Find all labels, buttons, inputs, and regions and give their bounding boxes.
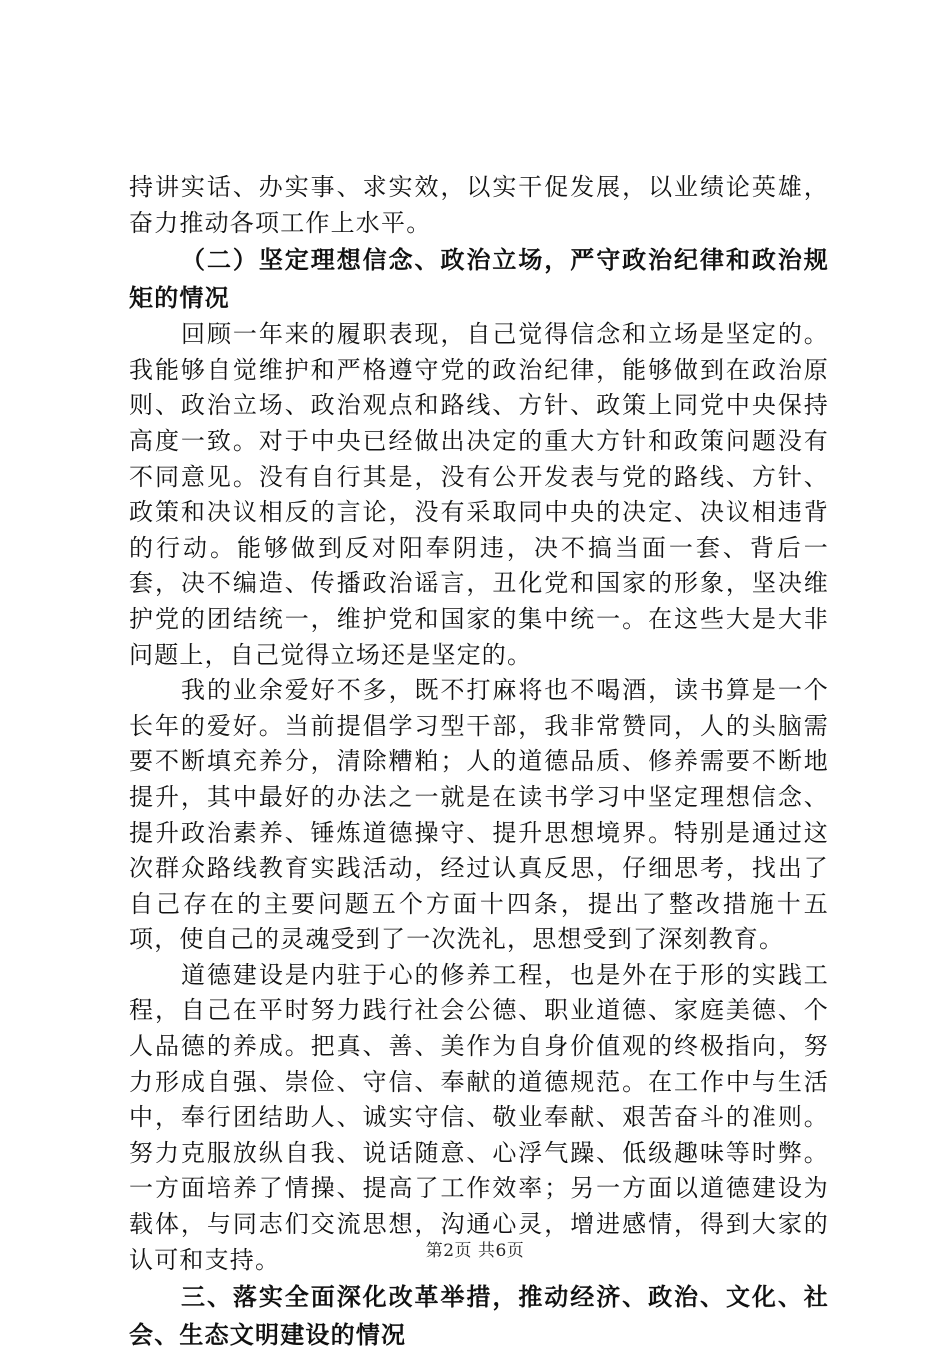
- document-body: [129, 170, 829, 1354]
- section-heading-3: 三、落实全面深化改革举措，推动经济、政治、文化、社会、生态文明建设的情况: [129, 1283, 829, 1350]
- paragraph-continuation: 持讲实话、办实事、求实效，以实干促发展，以业绩论英雄，奋力推动各项工作上水平。: [129, 173, 829, 237]
- paragraph-moral-construction: 道德建设是内驻于心的修养工程，也是外在于形的实践工程，自己在平时努力践行社会公德、职业道德、家庭美德、个人品德的养成。把真、善、美作为自身价值观的终极指向，努力形成自强、崇俭、守信、奉献的道德规范。在工作中与生活中，奉行团结助人、诚实守信、敬业奉献、艰苦奋斗的准则。努力克服放纵自我、说话随意、心浮气躁、低级趣味等时弊。一方面培养了情操、提高了工作效率；另一方面以道德建设为载体，与同志们交流思想，沟通心灵，增进感情，得到大家的认可和支持。: [129, 960, 829, 1274]
- page-footer: 第2页 共6页: [425, 1241, 525, 1261]
- paragraph-reading-hobby: 我的业余爱好不多，既不打麻将也不喝酒，读书算是一个长年的爱好。当前提倡学习型干部，我非常赞同，人的头脑需要不断填充养分，清除糟粕；人的道德品质、修养需要不断地提升，其中最好的办法之一就是在读书学习中坚定理想信念、提升政治素养、锤炼道德操守、提升思想境界。特别是通过这次群众路线教育实践活动，经过认真反思，仔细思考，找出了自己存在的主要问题五个方面十四条，提出了整改措施十五项，使自己的灵魂受到了一次洗礼，思想受到了深刻教育。: [129, 676, 829, 954]
- section-heading-2: （二）坚定理想信念、政治立场，严守政治纪律和政治规矩的情况: [129, 246, 829, 313]
- paragraph-political-stance: 回顾一年来的履职表现，自己觉得信念和立场是坚定的。我能够自觉维护和严格遵守党的政治纪律，能够做到在政治原则、政治立场、政治观点和路线、方针、政策上同党中央保持高度一致。对于中央已经做出决定的重大方针和政策问题没有不同意见。没有自行其是，没有公开发表与党的路线、方针、政策和决议相反的言论，没有采取同中央的决定、决议相违背的行动。能够做到反对阳奉阴违，决不搞当面一套、背后一套，决不编造、传播政治谣言，丑化党和国家的形象，坚决维护党的团结统一，维护党和国家的集中统一。在这些大是大非问题上，自己觉得立场还是坚定的。: [129, 320, 829, 669]
